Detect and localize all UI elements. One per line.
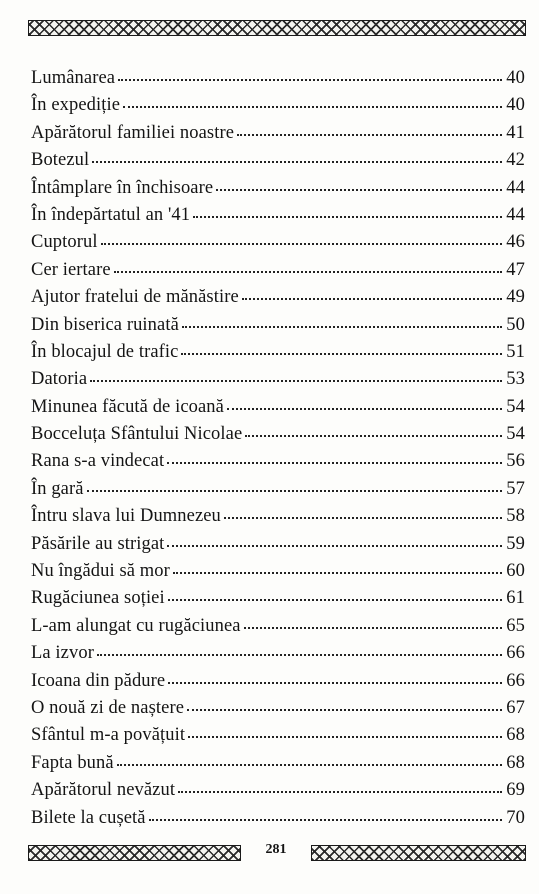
toc-entry-title: În gară xyxy=(31,478,84,499)
dot-leader xyxy=(193,215,502,218)
toc-entry xyxy=(31,95,525,122)
toc-entry-title: Lumânarea xyxy=(31,68,116,88)
toc-entry-page: 40 xyxy=(506,68,525,88)
dot-leader xyxy=(181,352,502,355)
toc-entry-title: Botezul xyxy=(31,150,90,171)
dot-leader xyxy=(187,708,502,711)
toc-entry xyxy=(31,753,525,780)
toc-entry xyxy=(31,643,525,670)
toc-entry-title: Nu îngădui să mor xyxy=(31,561,170,582)
toc-entry-title: Apărătorul nevăzut xyxy=(31,780,176,801)
dot-leader xyxy=(173,571,502,574)
dot-leader xyxy=(90,379,502,382)
dot-leader xyxy=(117,763,502,766)
bottom-left-ornamental-border xyxy=(28,845,241,861)
toc-entry-page: 70 xyxy=(506,807,525,828)
dot-leader xyxy=(227,407,502,410)
toc-entry-title: Întru slava lui Dumnezeu xyxy=(31,506,221,527)
toc-entry-page: 53 xyxy=(506,369,525,390)
dot-leader xyxy=(245,434,502,437)
toc-entry xyxy=(31,342,525,369)
toc-entry xyxy=(31,260,525,287)
dot-leader xyxy=(242,297,502,300)
toc-entry-title: Bocceluța Sfântului Nicolae xyxy=(31,424,243,445)
toc-entry xyxy=(31,588,525,615)
dot-leader xyxy=(178,790,502,793)
toc-entry-title: Icoana din pădure xyxy=(31,670,166,691)
toc-entry-title: În expediție xyxy=(31,95,121,116)
dot-leader xyxy=(149,818,502,821)
toc-entry-page: 60 xyxy=(506,561,525,582)
toc-entry xyxy=(31,68,525,95)
toc-entry xyxy=(31,506,525,533)
dot-leader xyxy=(167,461,502,464)
dot-leader xyxy=(123,105,502,108)
toc-entry-title: Apărătorul familiei noastre xyxy=(31,122,235,143)
toc-entry-page: 42 xyxy=(506,150,525,171)
dot-leader xyxy=(237,133,502,136)
toc-entry-page: 54 xyxy=(506,424,525,445)
toc-entry-title: Întâmplare în închisoare xyxy=(31,177,214,198)
toc-entry-title: Cuptorul xyxy=(31,232,98,253)
toc-entry xyxy=(31,287,525,314)
toc-entry-title: În blocajul de trafic xyxy=(31,341,179,362)
toc-entry-page: 61 xyxy=(506,588,525,609)
toc-entry-title: Rana s-a vindecat xyxy=(31,451,165,472)
bottom-right-ornamental-border xyxy=(311,845,526,861)
toc-entry xyxy=(31,451,525,478)
toc-entry-page: 51 xyxy=(506,341,525,362)
toc-entry-page: 68 xyxy=(506,725,525,746)
toc-entry-page: 68 xyxy=(506,752,525,773)
toc-entry xyxy=(31,123,525,150)
toc-entry-page: 44 xyxy=(506,177,525,198)
toc-entry-page: 47 xyxy=(506,259,525,280)
toc-entry xyxy=(31,397,525,424)
toc-entry-title: La izvor xyxy=(31,643,94,664)
dot-leader xyxy=(118,78,502,81)
toc-entry-page: 44 xyxy=(506,204,525,225)
toc-entry-title: Cer iertare xyxy=(31,259,111,280)
toc-entry-title: O nouă zi de naștere xyxy=(31,697,185,718)
dot-leader xyxy=(167,544,502,547)
toc-entry-page: 59 xyxy=(506,533,525,554)
page-number: 281 xyxy=(265,842,287,857)
dot-leader xyxy=(114,270,502,273)
toc-entry-title: Rugăciunea soției xyxy=(31,588,165,609)
toc-entry-title: Minunea făcută de icoană xyxy=(31,396,224,417)
toc-entry-page: 67 xyxy=(506,697,525,718)
dot-leader xyxy=(87,489,502,492)
toc-entry-page: 46 xyxy=(506,232,525,253)
dot-leader xyxy=(168,598,502,601)
toc-entry-page: 40 xyxy=(506,95,525,116)
dot-leader xyxy=(216,188,502,191)
toc-entry xyxy=(31,205,525,232)
toc-entry-title: În îndepărtatul an '41 xyxy=(31,204,191,225)
toc-entry xyxy=(31,315,525,342)
dot-leader xyxy=(97,653,502,656)
toc-entry-title: Fapta bună xyxy=(31,752,114,773)
toc-entry xyxy=(31,808,525,835)
toc-entry xyxy=(31,178,525,205)
dot-leader xyxy=(182,325,502,328)
toc-entry-page: 49 xyxy=(506,287,525,308)
top-ornamental-border xyxy=(28,20,526,36)
dot-leader xyxy=(188,735,502,738)
toc-entry xyxy=(31,150,525,177)
toc-entry xyxy=(31,780,525,807)
dot-leader xyxy=(168,681,502,684)
toc-entry xyxy=(31,369,525,396)
toc-entry-page: 66 xyxy=(506,643,525,664)
toc-entry-page: 50 xyxy=(506,314,525,335)
toc-entry-title: Păsările au strigat xyxy=(31,533,165,554)
toc-entry-title: L-am alungat cu rugăciunea xyxy=(31,615,241,636)
table-of-contents xyxy=(31,68,525,835)
toc-entry-page: 69 xyxy=(506,780,525,801)
toc-entry xyxy=(31,616,525,643)
dot-leader xyxy=(92,160,502,163)
toc-entry-page: 56 xyxy=(506,451,525,472)
toc-entry xyxy=(31,671,525,698)
toc-entry-page: 57 xyxy=(506,478,525,499)
toc-entry-page: 41 xyxy=(506,122,525,143)
toc-entry xyxy=(31,479,525,506)
dot-leader xyxy=(101,242,502,245)
toc-entry-title: Bilete la cușetă xyxy=(31,807,146,828)
toc-entry xyxy=(31,534,525,561)
toc-entry-page: 58 xyxy=(506,506,525,527)
toc-entry xyxy=(31,232,525,259)
toc-entry-page: 65 xyxy=(506,615,525,636)
toc-entry xyxy=(31,561,525,588)
toc-entry-title: Datoria xyxy=(31,369,88,390)
dot-leader xyxy=(224,516,502,519)
toc-entry-title: Din biserica ruinată xyxy=(31,314,179,335)
toc-entry-title: Sfântul m-a povățuit xyxy=(31,725,186,746)
toc-entry xyxy=(31,725,525,752)
toc-entry xyxy=(31,698,525,725)
toc-entry xyxy=(31,424,525,451)
toc-entry-page: 54 xyxy=(506,396,525,417)
dot-leader xyxy=(244,626,502,629)
toc-entry-title: Ajutor fratelui de mănăstire xyxy=(31,287,239,308)
toc-entry-page: 66 xyxy=(506,670,525,691)
